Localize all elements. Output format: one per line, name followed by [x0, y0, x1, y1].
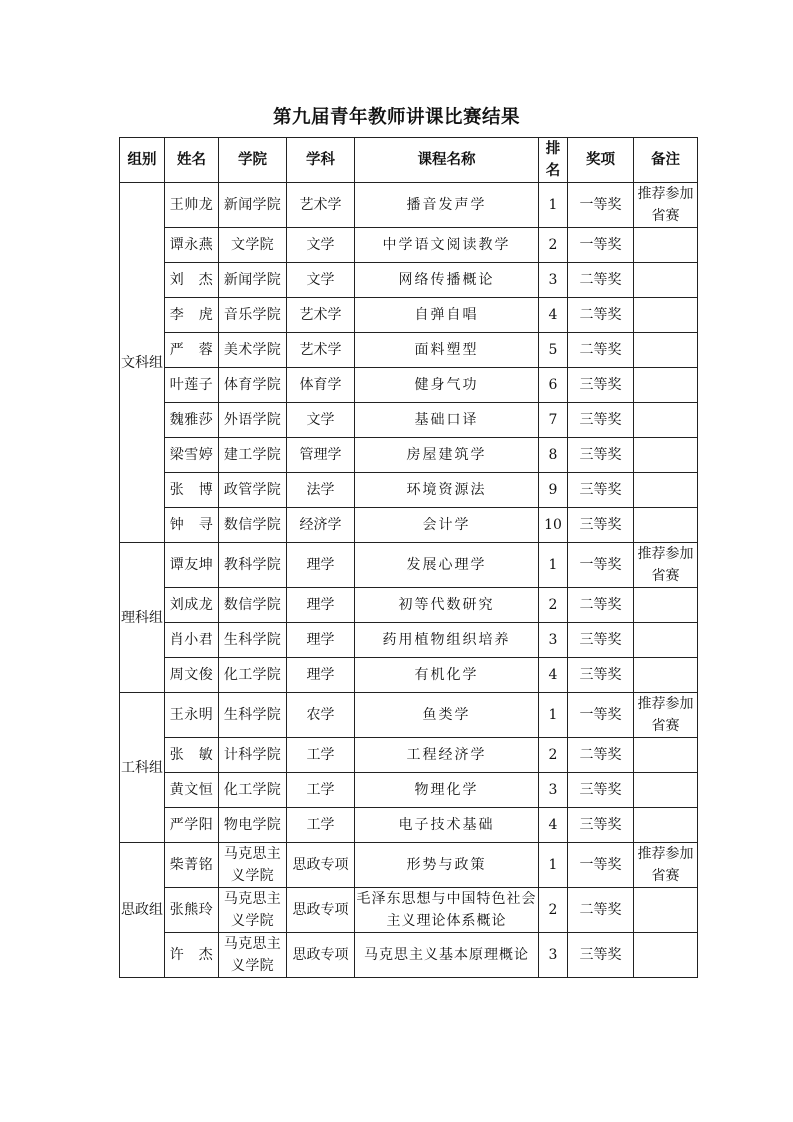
college-cell: 教科学院	[219, 543, 287, 588]
award-cell: 二等奖	[568, 588, 634, 623]
name-cell: 钟 寻	[165, 508, 219, 543]
college-cell: 化工学院	[219, 773, 287, 808]
course-cell: 电子技术基础	[355, 808, 539, 843]
award-cell: 三等奖	[568, 473, 634, 508]
college-cell: 物电学院	[219, 808, 287, 843]
award-cell: 三等奖	[568, 403, 634, 438]
course-cell: 房屋建筑学	[355, 438, 539, 473]
college-cell: 计科学院	[219, 738, 287, 773]
rank-cell: 2	[539, 888, 568, 933]
award-cell: 一等奖	[568, 183, 634, 228]
discipline-cell: 理学	[287, 543, 355, 588]
award-cell: 一等奖	[568, 843, 634, 888]
table-row	[120, 228, 698, 263]
note-cell	[634, 658, 698, 693]
table-row	[120, 438, 698, 473]
table-row	[120, 843, 698, 888]
name-cell: 柴菁铭	[165, 843, 219, 888]
name-cell: 严 蓉	[165, 333, 219, 368]
award-cell: 三等奖	[568, 368, 634, 403]
course-cell: 环境资源法	[355, 473, 539, 508]
discipline-cell: 理学	[287, 658, 355, 693]
note-cell	[634, 473, 698, 508]
course-cell: 中学语文阅读教学	[355, 228, 539, 263]
table-row	[120, 403, 698, 438]
table-row	[120, 508, 698, 543]
header-discipline: 学科	[287, 138, 355, 183]
note-cell: 推荐参加省赛	[634, 183, 698, 228]
award-cell: 二等奖	[568, 333, 634, 368]
table-row	[120, 623, 698, 658]
note-cell	[634, 508, 698, 543]
note-cell	[634, 773, 698, 808]
course-cell: 健身气功	[355, 368, 539, 403]
group-cell-ideological: 思政组	[120, 843, 165, 978]
rank-cell: 1	[539, 843, 568, 888]
discipline-cell: 思政专项	[287, 933, 355, 978]
course-cell: 形势与政策	[355, 843, 539, 888]
group-cell-engineering: 工科组	[120, 693, 165, 843]
course-cell: 物理化学	[355, 773, 539, 808]
course-cell: 会计学	[355, 508, 539, 543]
table-row	[120, 473, 698, 508]
discipline-cell: 经济学	[287, 508, 355, 543]
discipline-cell: 文学	[287, 228, 355, 263]
note-cell	[634, 888, 698, 933]
rank-cell: 4	[539, 298, 568, 333]
table-row	[120, 263, 698, 298]
college-cell: 建工学院	[219, 438, 287, 473]
table-row	[120, 298, 698, 333]
award-cell: 三等奖	[568, 933, 634, 978]
note-cell	[634, 263, 698, 298]
college-cell: 美术学院	[219, 333, 287, 368]
name-cell: 张 敏	[165, 738, 219, 773]
discipline-cell: 艺术学	[287, 333, 355, 368]
rank-cell: 6	[539, 368, 568, 403]
discipline-cell: 理学	[287, 623, 355, 658]
course-cell: 初等代数研究	[355, 588, 539, 623]
note-cell	[634, 403, 698, 438]
table-row	[120, 333, 698, 368]
table-row	[120, 183, 698, 228]
course-cell: 药用植物组织培养	[355, 623, 539, 658]
course-cell: 毛泽东思想与中国特色社会主义理论体系概论	[355, 888, 539, 933]
note-cell	[634, 623, 698, 658]
award-cell: 一等奖	[568, 228, 634, 263]
course-cell: 播音发声学	[355, 183, 539, 228]
college-cell: 数信学院	[219, 508, 287, 543]
award-cell: 三等奖	[568, 773, 634, 808]
table-row	[120, 738, 698, 773]
header-note: 备注	[634, 138, 698, 183]
header-row	[120, 138, 698, 183]
rank-cell: 2	[539, 228, 568, 263]
name-cell: 刘成龙	[165, 588, 219, 623]
header-course: 课程名称	[355, 138, 539, 183]
award-cell: 三等奖	[568, 623, 634, 658]
award-cell: 一等奖	[568, 543, 634, 588]
name-cell: 严学阳	[165, 808, 219, 843]
group-cell-liberal-arts: 文科组	[120, 183, 165, 543]
rank-cell: 8	[539, 438, 568, 473]
discipline-cell: 文学	[287, 263, 355, 298]
name-cell: 李 虎	[165, 298, 219, 333]
rank-cell: 1	[539, 543, 568, 588]
note-cell	[634, 333, 698, 368]
discipline-cell: 管理学	[287, 438, 355, 473]
course-cell: 基础口译	[355, 403, 539, 438]
rank-cell: 3	[539, 933, 568, 978]
table-row	[120, 888, 698, 933]
college-cell: 新闻学院	[219, 263, 287, 298]
rank-cell: 4	[539, 808, 568, 843]
rank-cell: 5	[539, 333, 568, 368]
name-cell: 张 博	[165, 473, 219, 508]
course-cell: 有机化学	[355, 658, 539, 693]
table-row	[120, 588, 698, 623]
name-cell: 魏雅莎	[165, 403, 219, 438]
table-row	[120, 658, 698, 693]
rank-cell: 9	[539, 473, 568, 508]
note-cell	[634, 438, 698, 473]
name-cell: 黄文恒	[165, 773, 219, 808]
rank-cell: 4	[539, 658, 568, 693]
course-cell: 网络传播概论	[355, 263, 539, 298]
note-cell	[634, 228, 698, 263]
name-cell: 王帅龙	[165, 183, 219, 228]
college-cell: 体育学院	[219, 368, 287, 403]
course-cell: 鱼类学	[355, 693, 539, 738]
table-row	[120, 933, 698, 978]
note-cell: 推荐参加省赛	[634, 843, 698, 888]
note-cell	[634, 933, 698, 978]
note-cell: 推荐参加省赛	[634, 543, 698, 588]
discipline-cell: 思政专项	[287, 843, 355, 888]
award-cell: 三等奖	[568, 658, 634, 693]
college-cell: 数信学院	[219, 588, 287, 623]
table-row	[120, 693, 698, 738]
note-cell	[634, 808, 698, 843]
table-row	[120, 773, 698, 808]
header-name: 姓名	[165, 138, 219, 183]
header-group: 组别	[120, 138, 165, 183]
note-cell: 推荐参加省赛	[634, 693, 698, 738]
discipline-cell: 工学	[287, 738, 355, 773]
name-cell: 叶莲子	[165, 368, 219, 403]
note-cell	[634, 588, 698, 623]
award-cell: 二等奖	[568, 298, 634, 333]
discipline-cell: 体育学	[287, 368, 355, 403]
college-cell: 化工学院	[219, 658, 287, 693]
college-cell: 马克思主义学院	[219, 888, 287, 933]
college-cell: 音乐学院	[219, 298, 287, 333]
name-cell: 张熊玲	[165, 888, 219, 933]
discipline-cell: 艺术学	[287, 298, 355, 333]
course-cell: 工程经济学	[355, 738, 539, 773]
name-cell: 谭永燕	[165, 228, 219, 263]
table-row	[120, 808, 698, 843]
document-title: 第九届青年教师讲课比赛结果	[272, 107, 520, 128]
discipline-cell: 艺术学	[287, 183, 355, 228]
discipline-cell: 思政专项	[287, 888, 355, 933]
award-cell: 二等奖	[568, 888, 634, 933]
award-cell: 三等奖	[568, 438, 634, 473]
course-cell: 发展心理学	[355, 543, 539, 588]
rank-cell: 7	[539, 403, 568, 438]
rank-cell: 3	[539, 263, 568, 298]
name-cell: 王永明	[165, 693, 219, 738]
header-rank: 排名	[539, 138, 568, 183]
rank-cell: 10	[539, 508, 568, 543]
discipline-cell: 理学	[287, 588, 355, 623]
results-table	[119, 137, 698, 978]
rank-cell: 2	[539, 588, 568, 623]
college-cell: 文学院	[219, 228, 287, 263]
discipline-cell: 法学	[287, 473, 355, 508]
note-cell	[634, 368, 698, 403]
rank-cell: 1	[539, 183, 568, 228]
college-cell: 马克思主义学院	[219, 843, 287, 888]
name-cell: 梁雪婷	[165, 438, 219, 473]
table-row	[120, 368, 698, 403]
name-cell: 许 杰	[165, 933, 219, 978]
discipline-cell: 文学	[287, 403, 355, 438]
course-cell: 马克思主义基本原理概论	[355, 933, 539, 978]
note-cell	[634, 298, 698, 333]
college-cell: 政管学院	[219, 473, 287, 508]
name-cell: 刘 杰	[165, 263, 219, 298]
discipline-cell: 农学	[287, 693, 355, 738]
rank-cell: 3	[539, 773, 568, 808]
course-cell: 自弹自唱	[355, 298, 539, 333]
college-cell: 新闻学院	[219, 183, 287, 228]
name-cell: 肖小君	[165, 623, 219, 658]
discipline-cell: 工学	[287, 773, 355, 808]
award-cell: 二等奖	[568, 263, 634, 298]
table-row	[120, 543, 698, 588]
note-cell	[634, 738, 698, 773]
group-cell-science: 理科组	[120, 543, 165, 693]
name-cell: 谭友坤	[165, 543, 219, 588]
header-award: 奖项	[568, 138, 634, 183]
award-cell: 一等奖	[568, 693, 634, 738]
award-cell: 二等奖	[568, 738, 634, 773]
rank-cell: 1	[539, 693, 568, 738]
college-cell: 外语学院	[219, 403, 287, 438]
award-cell: 三等奖	[568, 808, 634, 843]
header-college: 学院	[219, 138, 287, 183]
college-cell: 生科学院	[219, 693, 287, 738]
rank-cell: 2	[539, 738, 568, 773]
award-cell: 三等奖	[568, 508, 634, 543]
discipline-cell: 工学	[287, 808, 355, 843]
name-cell: 周文俊	[165, 658, 219, 693]
rank-cell: 3	[539, 623, 568, 658]
college-cell: 生科学院	[219, 623, 287, 658]
course-cell: 面料塑型	[355, 333, 539, 368]
college-cell: 马克思主义学院	[219, 933, 287, 978]
